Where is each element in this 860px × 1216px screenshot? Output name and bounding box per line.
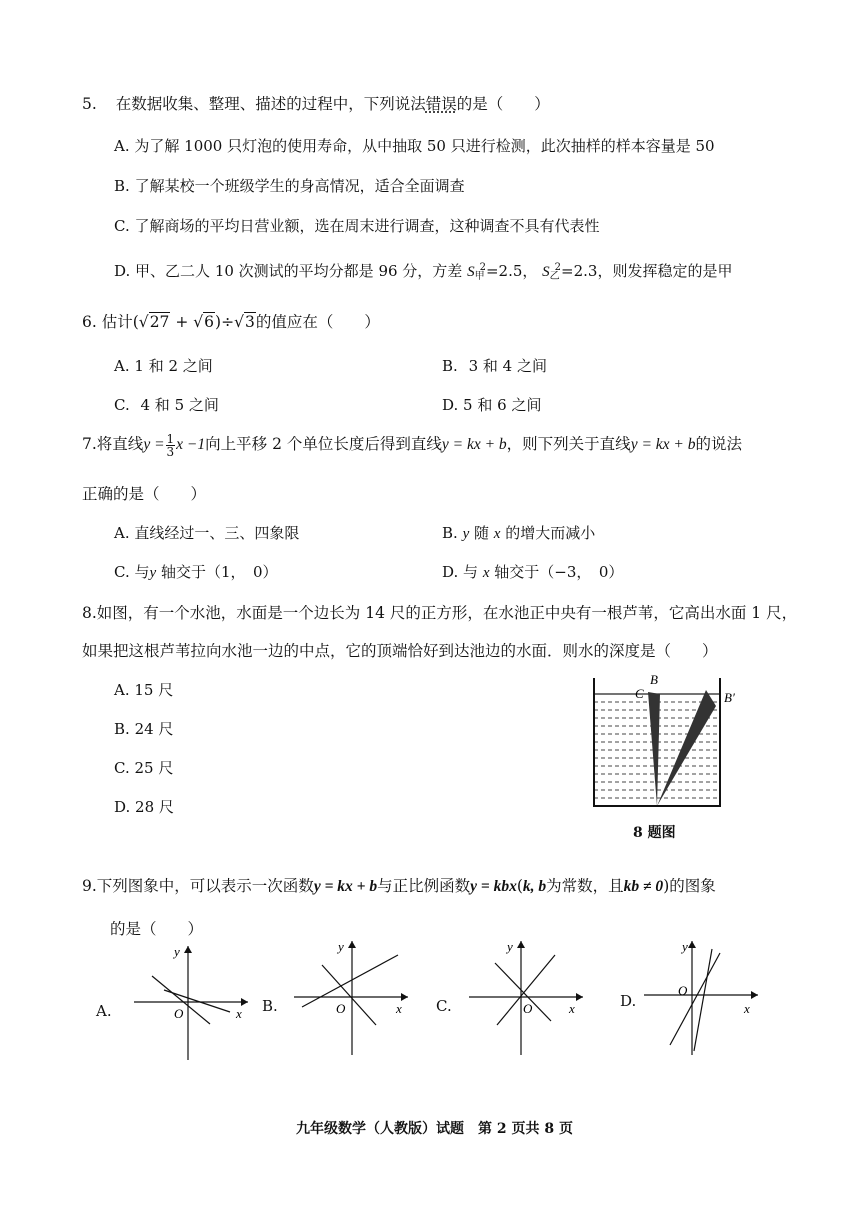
option-label: D. xyxy=(114,262,131,280)
graph-b xyxy=(290,935,415,1060)
x-label: x xyxy=(396,1001,402,1016)
option-label: A. xyxy=(114,524,130,542)
y-axis-arrow-icon xyxy=(348,941,356,948)
q7-option-d xyxy=(442,561,623,582)
fraction xyxy=(166,433,176,458)
q7-number: 7. xyxy=(82,435,97,453)
q6-stem-before: 估计( xyxy=(101,313,139,331)
q8-stem-line2: 如果把这根芦苇拉向水池一边的中点，它的顶端恰好到达池边的水面．则水的深度是（ ） xyxy=(82,642,718,660)
plus-sign: + xyxy=(170,313,194,331)
q7-stem xyxy=(82,432,742,458)
q8-figure-caption: 8 题图 xyxy=(633,825,676,841)
variable: y xyxy=(462,526,470,542)
radicand: 27 xyxy=(149,313,170,331)
q5-option-b xyxy=(114,175,465,196)
x-label: x xyxy=(744,1001,750,1016)
q7-stem-line2: 正确的是（ ） xyxy=(82,485,207,503)
q9-number: 9. xyxy=(82,877,97,895)
equation: y = kx + b xyxy=(630,436,696,453)
label-c: C xyxy=(635,686,644,701)
x-axis-arrow-icon xyxy=(241,998,248,1006)
pool-figure xyxy=(580,670,750,815)
line-2 xyxy=(302,955,398,1007)
variance-value: =2.5， xyxy=(485,262,538,280)
option-text: 直线经过一、三、四象限 xyxy=(134,524,300,542)
divide-sign: )÷ xyxy=(215,313,235,331)
label-b: B xyxy=(650,672,658,687)
variable: x xyxy=(482,565,490,581)
reed-vertical xyxy=(648,692,660,806)
option-text: 了解某校一个班级学生的身高情况，适合全面调查 xyxy=(134,177,465,195)
origin-label: O xyxy=(174,1006,184,1021)
line-1 xyxy=(322,965,376,1025)
equation: y = kx + b xyxy=(313,878,378,895)
variance-subscript: 甲 xyxy=(474,271,485,282)
q7-option-c xyxy=(114,561,278,582)
q5-stem-after: 的是（ ） xyxy=(456,95,550,113)
q8-option-a xyxy=(114,679,173,700)
q7-text: ，则下列关于直线 xyxy=(506,435,631,453)
origin-label: O xyxy=(678,983,688,998)
option-text: 轴交于（−3， 0） xyxy=(489,563,624,581)
option-text: 15 尺 xyxy=(134,681,174,699)
q6-option-a xyxy=(114,355,213,376)
option-text: 24 尺 xyxy=(134,720,174,738)
graph-c xyxy=(465,935,590,1060)
variance-superscript: 2 xyxy=(479,262,486,273)
option-label: D. xyxy=(114,798,131,816)
equation: y = xyxy=(143,436,165,453)
q9-text: 为常数，且 xyxy=(546,877,624,895)
origin-label: O xyxy=(523,1001,533,1016)
option-label: B. xyxy=(442,524,458,542)
option-label: B. xyxy=(114,177,130,195)
option-text: 3 和 4 之间 xyxy=(468,357,547,375)
q5-option-c xyxy=(114,215,600,236)
option-text: 1 和 2 之间 xyxy=(134,357,213,375)
equation: y = kx + b xyxy=(441,436,507,453)
page-footer: 九年级数学（人教版）试题 第 2 页共 8 页 xyxy=(296,1121,573,1137)
q6-number: 6. xyxy=(82,313,97,331)
option-label: C. xyxy=(114,759,130,777)
q6-stem-after: 的值应在（ ） xyxy=(255,313,380,331)
option-label: B. xyxy=(114,720,130,738)
y-label: y xyxy=(507,939,513,954)
option-label: C. xyxy=(114,396,130,414)
variance-symbol: S xyxy=(467,264,475,280)
q8-option-b xyxy=(114,718,173,739)
option-text: 4 和 5 之间 xyxy=(140,396,219,414)
y-label: y xyxy=(682,939,688,954)
q8-option-d xyxy=(114,796,174,817)
q9-text: ( xyxy=(516,877,523,895)
q9-stem-line2: 的是（ ） xyxy=(110,920,204,938)
equation: x −1 xyxy=(176,436,206,453)
equation: y = kbx xyxy=(470,878,517,895)
x-axis-arrow-icon xyxy=(401,993,408,1001)
option-text: 为了解 1000 只灯泡的使用寿命，从中抽取 50 只进行检测，此次抽样的样本容量是 50 xyxy=(134,137,715,155)
option-text: 28 尺 xyxy=(135,798,174,816)
option-text: 5 和 6 之间 xyxy=(463,396,542,414)
q5-option-a xyxy=(114,135,715,156)
fraction-denominator: 3 xyxy=(166,444,175,459)
line-1 xyxy=(694,949,712,1051)
q8-number: 8. xyxy=(82,604,97,622)
option-text: 25 尺 xyxy=(134,759,174,777)
q7-text: 将直线 xyxy=(96,435,144,453)
option-text: 与 xyxy=(463,563,483,581)
option-label: B. xyxy=(442,357,458,375)
variance-superscript: 2 xyxy=(554,262,562,273)
q8-text: 如图，有一个水池，水面是一个边长为 14 尺的正方形，在水池正中央有一根芦苇，它高出水面 1 尺， xyxy=(96,604,798,622)
q7-option-b xyxy=(442,522,595,543)
option-text: 的增大而减小 xyxy=(500,524,596,542)
line-2 xyxy=(670,953,720,1045)
variance-symbol: S xyxy=(542,264,550,280)
q9-text: 下列图象中，可以表示一次函数 xyxy=(96,877,314,895)
y-label: y xyxy=(174,944,180,959)
q9-text: 与正比例函数 xyxy=(377,877,471,895)
radicand: 6 xyxy=(204,313,215,331)
y-axis-arrow-icon xyxy=(184,946,192,953)
graph-a-label: A. xyxy=(96,1002,112,1020)
q5-number: 5. xyxy=(82,95,97,113)
variance-subscript: 乙 xyxy=(549,271,560,282)
q8-stem-line1 xyxy=(82,601,797,623)
q5-stem-emphasis: 错误 xyxy=(425,95,457,113)
graph-c-label: C. xyxy=(436,997,452,1015)
option-label: D. xyxy=(442,396,459,414)
option-label: C. xyxy=(114,217,130,235)
option-label: D. xyxy=(442,563,459,581)
q8-option-c xyxy=(114,757,173,778)
origin-label: O xyxy=(336,1001,346,1016)
graph-b-label: B. xyxy=(262,997,278,1015)
option-text: 与 xyxy=(134,563,150,581)
q5-option-d xyxy=(114,260,732,282)
option-text: 轴交于（1， 0） xyxy=(156,563,278,581)
radicand: 3 xyxy=(244,313,255,331)
equation: k, b xyxy=(522,878,547,895)
q7-text: 的说法 xyxy=(695,435,743,453)
option-label: A. xyxy=(114,681,130,699)
y-axis-arrow-icon xyxy=(688,941,696,948)
label-b-prime: B′ xyxy=(724,690,735,705)
graph-a xyxy=(130,940,255,1065)
q5-stem xyxy=(82,92,550,114)
option-label: A. xyxy=(114,137,130,155)
q9-text: )的图象 xyxy=(663,877,716,895)
q7-text: 向上平移 2 个单位长度后得到直线 xyxy=(205,435,442,453)
variance-value: =2.3，则发挥稳定的是甲 xyxy=(561,262,733,280)
q7-option-a xyxy=(114,522,299,543)
equation: kb ≠ 0 xyxy=(623,878,664,895)
q6-option-d xyxy=(442,394,541,415)
option-text: 甲、乙二人 10 次测试的平均分都是 96 分，方差 xyxy=(135,262,463,280)
option-text: 了解商场的平均日营业额，选在周末进行调查，这种调查不具有代表性 xyxy=(134,217,600,235)
y-label: y xyxy=(338,939,344,954)
reed-leaning xyxy=(657,690,716,806)
x-label: x xyxy=(569,1001,575,1016)
variable: x xyxy=(493,526,501,542)
graph-d-label: D. xyxy=(620,992,637,1010)
x-axis-arrow-icon xyxy=(576,993,583,1001)
option-label: A. xyxy=(114,357,130,375)
option-text: 随 xyxy=(469,524,494,542)
q6-option-b xyxy=(442,355,547,376)
fraction-numerator: 1 xyxy=(166,431,175,446)
x-label: x xyxy=(236,1006,242,1021)
q9-stem xyxy=(82,874,716,896)
q6-option-c xyxy=(114,394,219,415)
graph-d xyxy=(640,935,765,1060)
q5-stem-before: 在数据收集、整理、描述的过程中，下列说法 xyxy=(115,95,426,113)
x-axis-arrow-icon xyxy=(751,991,758,999)
y-axis-arrow-icon xyxy=(517,941,525,948)
variable: y xyxy=(149,565,157,581)
q6-stem: 6. 估计(√27 + √6)÷√3的值应在（ ） xyxy=(82,313,380,331)
option-label: C. xyxy=(114,563,130,581)
